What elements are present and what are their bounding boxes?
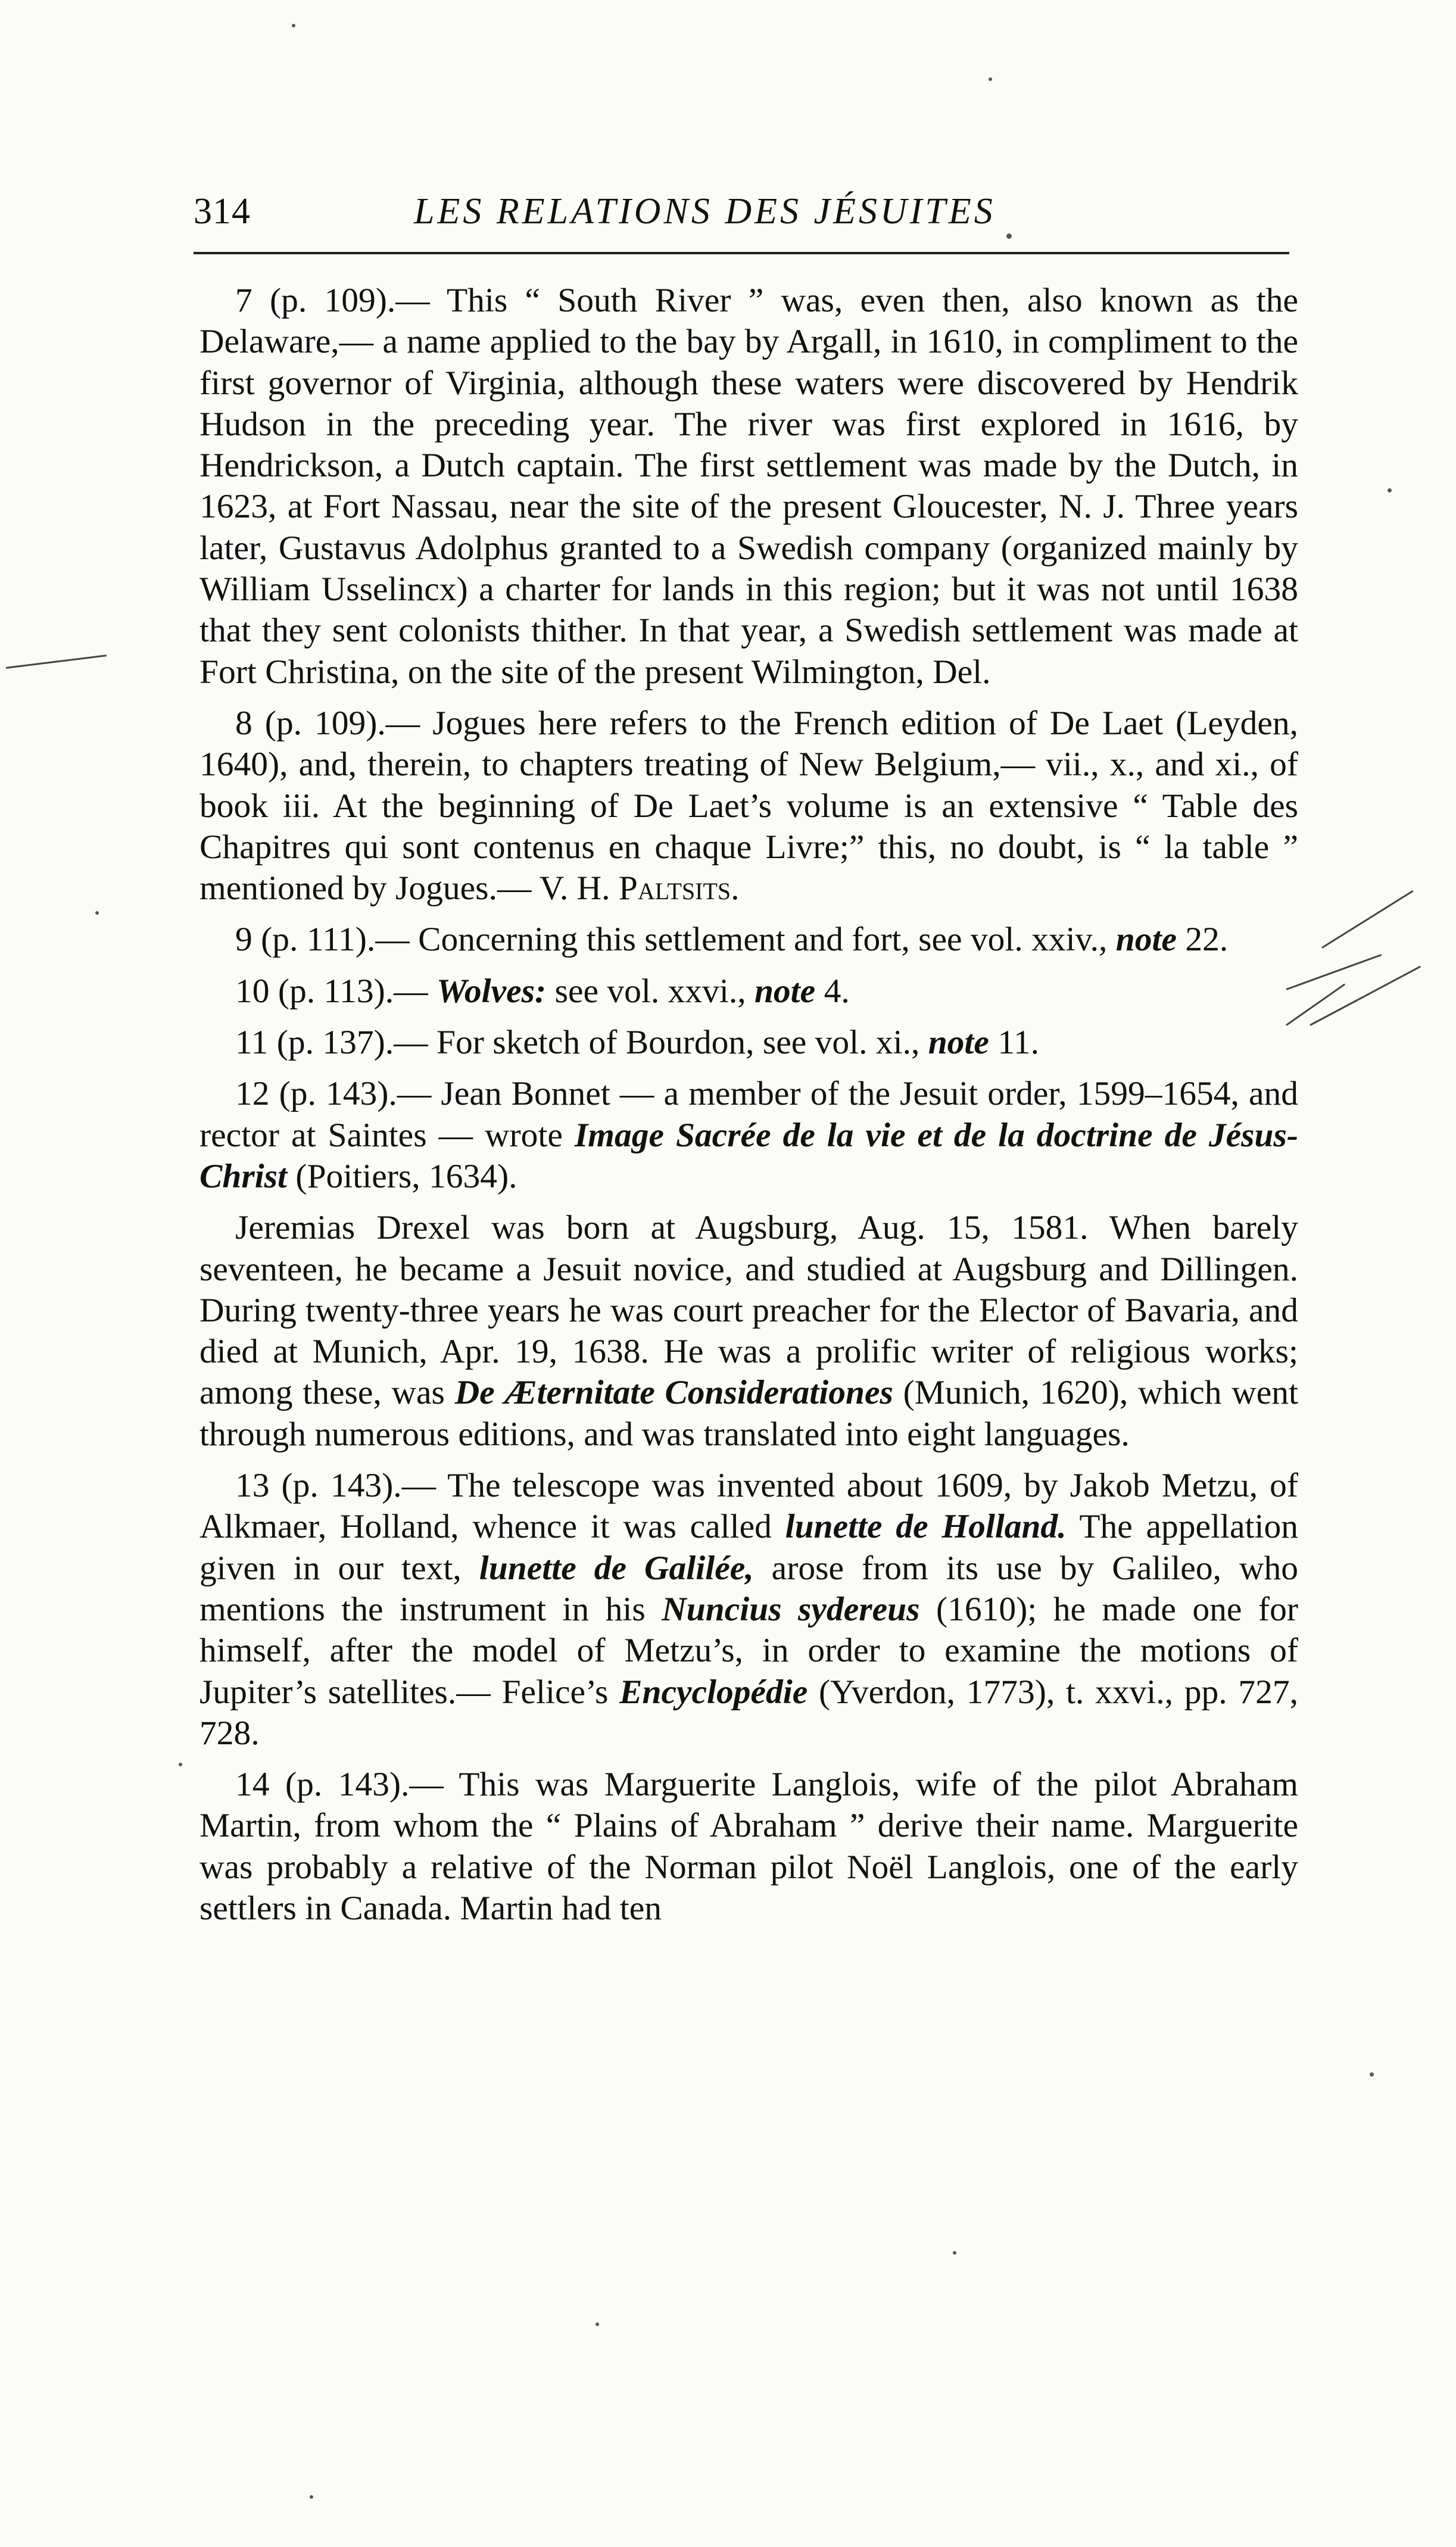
- notes-body: [199, 280, 1298, 1939]
- note-8: 8 (p. 109).— Jogues here refers to the French edition of De Laet (Leyden, 1640), and, therein, to chapters treating of New Belgium,— vii., x., and xi., of book iii. At the beginning of De Laet’s volume is an extensive “ Table des Chapitres qui sont contenus en chaque Livre;” this, no doubt, is “ la table ” mentioned by Jogues.— V. H. Paltsits.: [199, 704, 1298, 908]
- page-number: 314: [194, 191, 251, 232]
- page-header: [194, 186, 1289, 251]
- scan-speck: [1388, 488, 1392, 492]
- scan-speck: [95, 911, 99, 915]
- note-13: 13 (p. 143).— The telescope was invented about 1609, by Jakob Metzu, of Alkmaer, Holland, whence it was called lunette de Holland. The appellation given in our text, lunette de Galilée, arose from its use by Galileo, who mentions the instrument in his Nuncius sydereus (1610); he made one for himself, after the model of Metzu’s, in order to examine the motions of Jupiter’s satellites.— Felice’s Encyclopédie (Yverdon, 1773), t. xxvi., pp. 727, 728.: [199, 1467, 1299, 1752]
- scan-speck: [989, 77, 992, 81]
- scan-speck: [1370, 2072, 1374, 2077]
- note-7: 7 (p. 109).— This “ South River ” was, even then, also known as the Delaware,— a name applied to the bay by Argall, in 1610, in compliment to the first governor of Virginia, although these waters were discovered by Hendrik Hudson in the preceding year. The river was first explored in 1616, by Hendrickson, a Dutch captain. The first settlement was made by the Dutch, in 1623, at Fort Nassau, near the site of the present Gloucester, N. J. Three years later, Gustavus Adolphus granted to a Swedish company (organized mainly by William Usselincx) a charter for lands in this region; but it was not until 1638 that they sent colonists thither. In that year, a Swedish settlement was made at Fort Christina, on the site of the present Wilmington, Del.: [199, 282, 1298, 691]
- scan-speck: [292, 24, 295, 27]
- note-11: 11 (p. 137).— For sketch of Bourdon, see vol. xi., note 11.: [235, 1024, 1040, 1062]
- scan-speck: [179, 1763, 182, 1766]
- scan-speck: [596, 2322, 599, 2326]
- scan-artifact: [1286, 954, 1382, 990]
- header-rule: [194, 252, 1289, 254]
- scan-speck: [953, 2251, 956, 2255]
- note-14: 14 (p. 143).— This was Marguerite Langlois, wife of the pilot Abraham Martin, from whom the “ Plains of Abraham ” derive their name. Marguerite was probably a relative of the Norman pilot Noël Langlois, one of the early settlers in Canada. Martin had ten: [199, 1766, 1298, 1927]
- note-12: 12 (p. 143).— Jean Bonnet — a member of the Jesuit order, 1599–1654, and rector at Saintes — wrote Image Sacrée de la vie et de la doctrine de Jésus-Christ (Poitiers, 1634).: [199, 1075, 1298, 1195]
- scan-artifact: [6, 654, 107, 669]
- note-12-continued: Jeremias Drexel was born at Augsburg, Aug. 15, 1581. When barely seventeen, he became a Jesuit novice, and studied at Augsburg and Dillingen. During twenty-three years he was court preacher for the Elector of Bavaria, and died at Munich, Apr. 19, 1638. He was a prolific writer of religious works; among these, was De Æternitate Considerationes (Munich, 1620), which went through numerous editions, and was translated into eight languages.: [199, 1209, 1298, 1453]
- running-head: LES RELATIONS DES JÉSUITES: [414, 191, 996, 232]
- note-10: 10 (p. 113).— Wolves: see vol. xxvi., note 4.: [235, 972, 850, 1010]
- scan-speck: [310, 2495, 313, 2499]
- note-9: 9 (p. 111).— Concerning this settlement and fort, see vol. xxiv., note 22.: [235, 921, 1229, 959]
- scan-speck: [1006, 233, 1012, 239]
- scan-artifact: [1321, 890, 1413, 949]
